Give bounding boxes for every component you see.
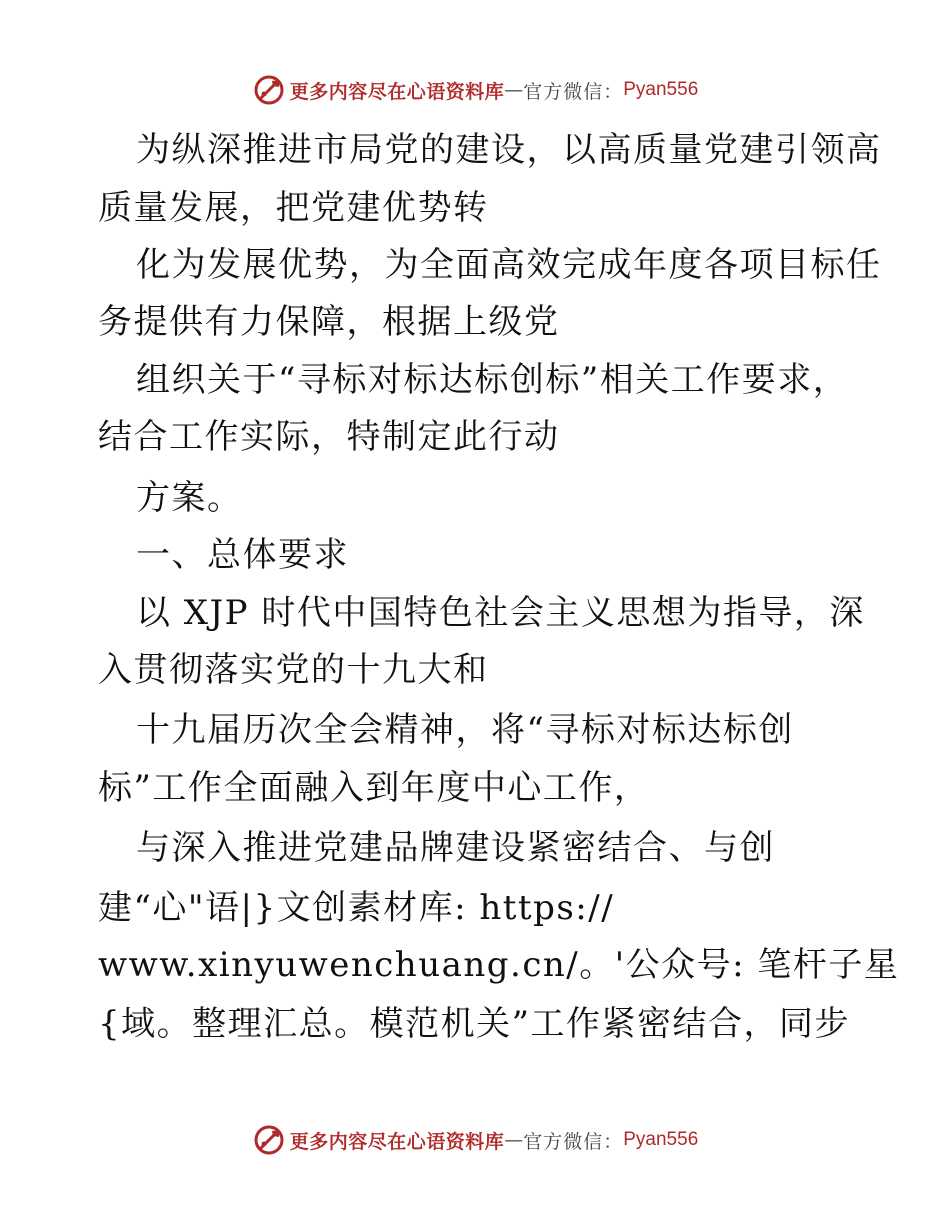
footer-banner xyxy=(0,1120,950,1160)
body-line: 入贯彻落实党的十九大和 xyxy=(98,650,489,690)
body-line: 方案。 xyxy=(136,478,243,518)
body-line: 组织关于“寻标对标达标创标”相关工作要求， xyxy=(136,360,849,400)
banner-brand-text: 更多内容尽在心语资料库 xyxy=(289,80,505,103)
body-line: 化为发展优势，为全面高效完成年度各项目标任 xyxy=(136,245,882,285)
body-line: {域。整理汇总。模范机关”工作紧密结合，同步 xyxy=(98,1004,851,1044)
banner-wechat-label: 官方微信： xyxy=(523,80,624,103)
body-line: 为纵深推进市局党的建设，以高质量党建引领高 xyxy=(136,130,882,170)
banner-wechat-id: Pyan556 xyxy=(623,79,699,100)
header-banner xyxy=(0,70,950,110)
red-quill-seal-icon xyxy=(252,73,286,107)
body-line: 以 XJP 时代中国特色社会主义思想为指导，深 xyxy=(136,593,865,633)
body-line: 质量发展，把党建优势转 xyxy=(98,188,489,228)
banner-wechat-label: 官方微信： xyxy=(523,1130,624,1153)
banner-separator: — xyxy=(504,1129,524,1151)
body-line: 务提供有力保障，根据上级党 xyxy=(98,302,560,342)
banner-separator: — xyxy=(504,79,524,101)
body-line: 结合工作实际，特制定此行动 xyxy=(98,417,560,457)
body-line: 建“心"语|}文创素材库: https:// xyxy=(98,888,615,928)
body-line: www.xinyuwenchuang.cn/。'公众号: 笔杆子星 xyxy=(98,945,900,985)
body-line: 标”工作全面融入到年度中心工作， xyxy=(98,768,650,808)
banner-wechat-id: Pyan556 xyxy=(623,1129,699,1150)
red-quill-seal-icon xyxy=(252,1123,286,1157)
body-line: 十九届历次全会精神，将“寻标对标达标创 xyxy=(136,710,794,750)
banner-brand-text: 更多内容尽在心语资料库 xyxy=(289,1130,505,1153)
section-heading: 一、总体要求 xyxy=(136,535,349,575)
body-line: 与深入推进党建品牌建设紧密结合、与创 xyxy=(136,828,775,868)
